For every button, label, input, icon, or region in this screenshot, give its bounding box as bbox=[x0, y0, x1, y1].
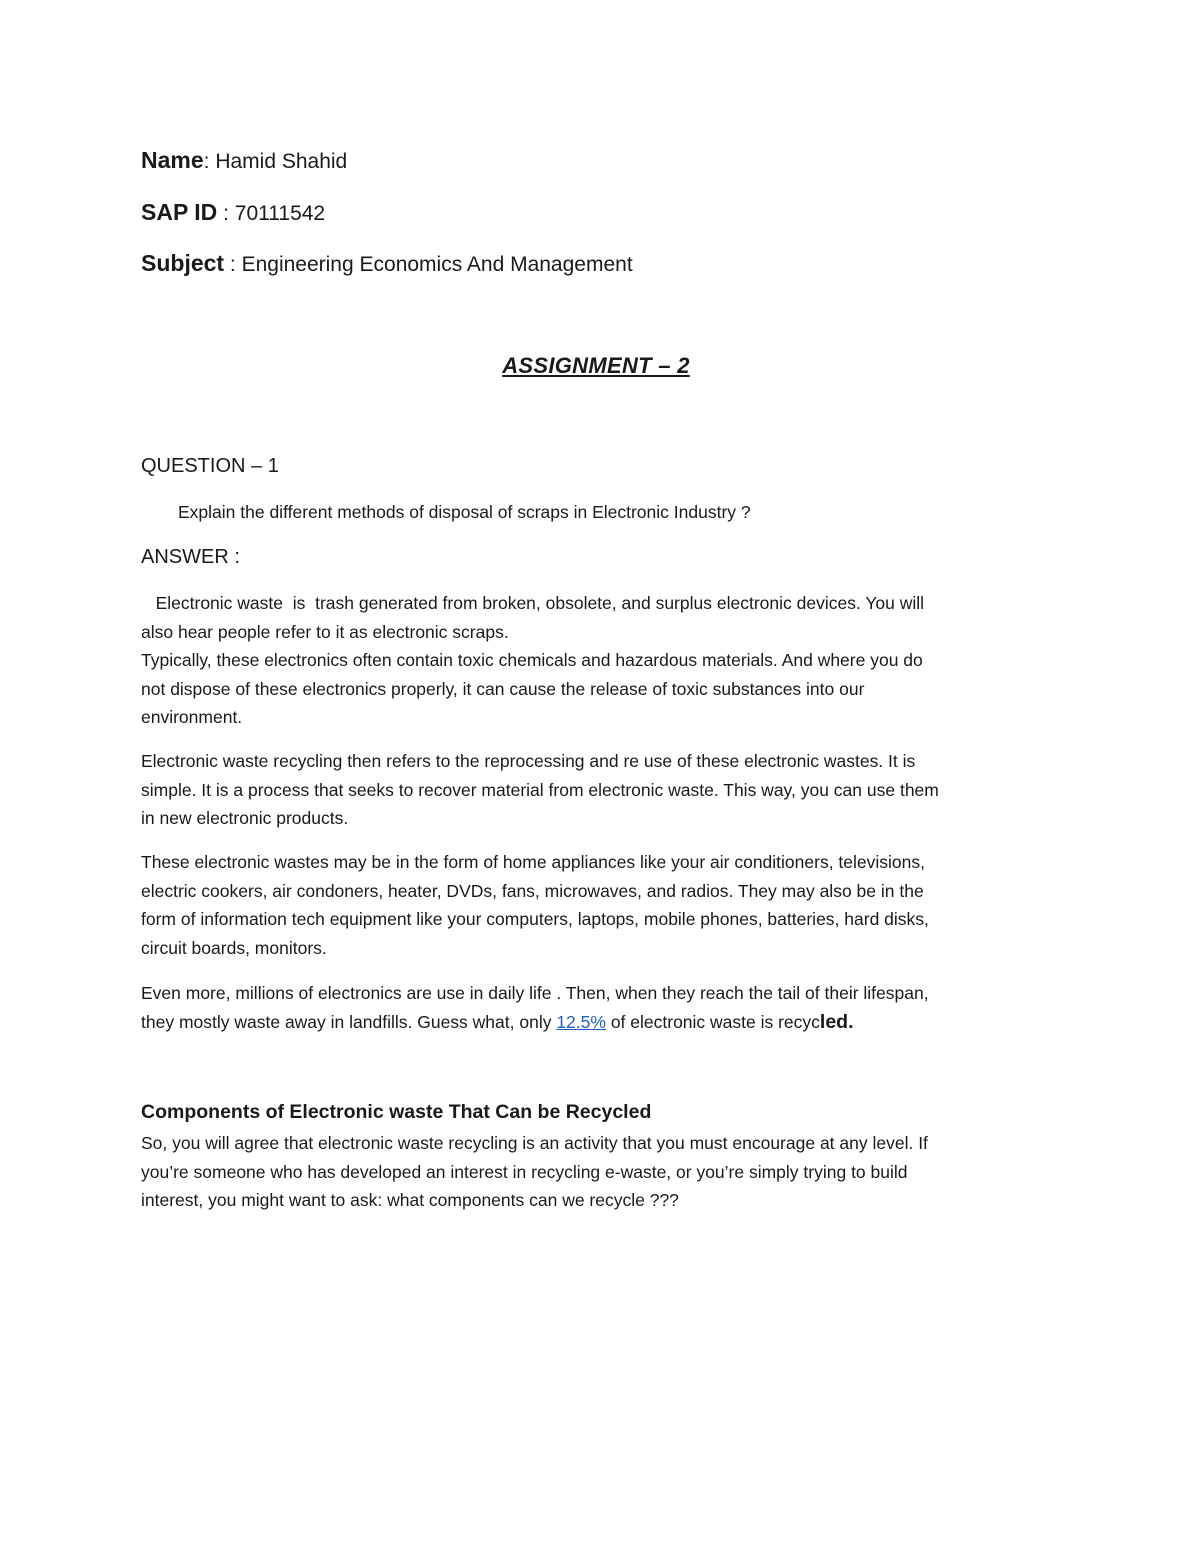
subject-label: Subject bbox=[141, 250, 225, 276]
paragraph-line: also hear people refer to it as electronic scraps. bbox=[141, 621, 509, 642]
statistic-link[interactable]: 12.5% bbox=[556, 1011, 606, 1032]
name-label: Name bbox=[141, 147, 204, 173]
paragraph-line: form of information tech equipment like your computers, laptops, mobile phones, batteries, hard disks, bbox=[141, 909, 929, 929]
name-value: : Hamid Shahid bbox=[203, 150, 348, 173]
line-text-end: led. bbox=[819, 1010, 854, 1033]
components-heading: Components of Electronic waste That Can be Recycled bbox=[141, 1101, 652, 1123]
paragraph-line: in new electronic products. bbox=[141, 808, 349, 828]
question-heading: QUESTION – 1 bbox=[141, 455, 279, 477]
student-name bbox=[141, 146, 347, 176]
components-paragraph bbox=[141, 1129, 1061, 1215]
answer-paragraph-1 bbox=[141, 589, 1061, 732]
answer-paragraph-3 bbox=[141, 848, 1061, 962]
assignment-title: ASSIGNMENT – 2 bbox=[502, 353, 690, 378]
paragraph-line: not dispose of these electronics properly, it can cause the release of toxic substances into our bbox=[141, 678, 865, 699]
question-text: Explain the different methods of disposal of scraps in Electronic Industry ? bbox=[178, 502, 751, 522]
line-text: of electronic waste is recyc bbox=[605, 1011, 820, 1032]
paragraph-line: Typically, these electronics often contain toxic chemicals and hazardous materials. And where you do bbox=[141, 650, 923, 670]
paragraph-line: environment. bbox=[141, 707, 243, 727]
answer-paragraph-2 bbox=[141, 747, 1061, 833]
paragraph-line: interest, you might want to ask: what components can we recycle ??? bbox=[141, 1190, 679, 1210]
paragraph-line: Electronic waste is trash generated from broken, obsolete, and surplus electronic devices. You will bbox=[141, 593, 925, 613]
answer-paragraph-4 bbox=[141, 979, 1061, 1036]
sap-label: SAP ID bbox=[141, 199, 218, 225]
paragraph-line: simple. It is a process that seeks to recover material from electronic waste. This way, you can use them bbox=[141, 779, 939, 800]
answer-heading: ANSWER : bbox=[141, 546, 240, 568]
sap-id bbox=[141, 198, 325, 228]
paragraph-line: circuit boards, monitors. bbox=[141, 937, 327, 958]
paragraph-line bbox=[141, 1008, 1061, 1037]
paragraph-line: These electronic wastes may be in the form of home appliances like your air conditioners, televisions, bbox=[141, 852, 925, 872]
paragraph-line: you’re someone who has developed an interest in recycling e-waste, or you’re simply trying to build bbox=[141, 1161, 908, 1182]
paragraph-line: Electronic waste recycling then refers to the reprocessing and re use of these electronic wastes. It is bbox=[141, 751, 916, 771]
paragraph-line: So, you will agree that electronic waste recycling is an activity that you must encourage at any level. If bbox=[141, 1133, 928, 1153]
paragraph-line: electric cookers, air condoners, heater, DVDs, fans, microwaves, and radios. They may also be in the bbox=[141, 880, 924, 901]
sap-value: : 70111542 bbox=[217, 202, 326, 225]
paragraph-line: Even more, millions of electronics are use in daily life . Then, when they reach the tail of their lifespan, bbox=[141, 983, 929, 1003]
subject bbox=[141, 249, 633, 279]
line-text: they mostly waste away in landfills. Guess what, only bbox=[141, 1011, 557, 1032]
subject-value: : Engineering Economics And Management bbox=[224, 253, 633, 276]
